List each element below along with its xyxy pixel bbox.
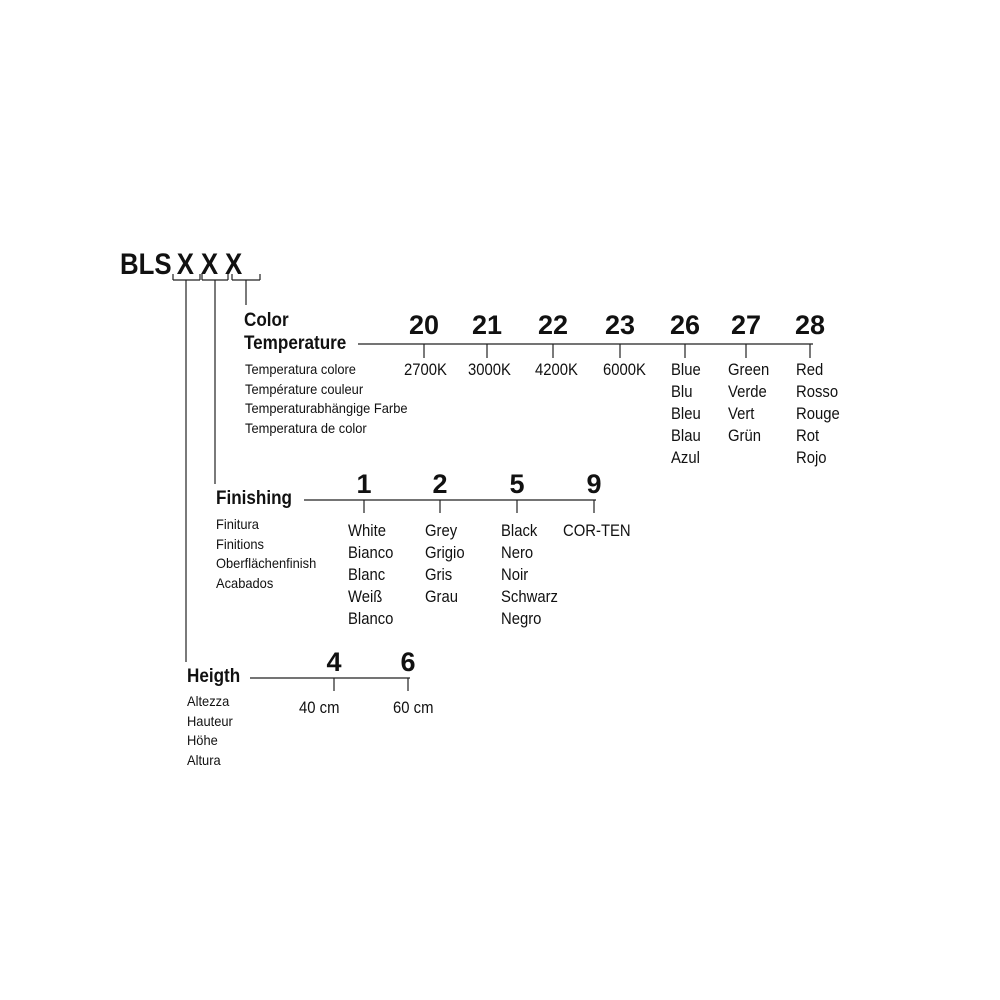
- option-labels: [299, 697, 339, 719]
- option-labels: [404, 359, 447, 381]
- option-label: Grau: [425, 588, 459, 606]
- option-labels: [468, 359, 511, 381]
- option-label: Schwarz: [501, 588, 558, 606]
- option-code: 1: [356, 469, 372, 499]
- option-label: Azul: [671, 449, 700, 467]
- code-slot-color-temperature: X: [224, 248, 243, 281]
- option-label: Bianco: [348, 544, 394, 562]
- translation-de: Höhe: [187, 732, 218, 748]
- option-label: Blanco: [348, 610, 394, 628]
- option-label: 40 cm: [299, 699, 340, 717]
- option-labels: [535, 359, 578, 381]
- translation-fr: Hauteur: [187, 712, 233, 729]
- option-code: 9: [586, 469, 602, 499]
- option-labels: [603, 359, 646, 381]
- option-label: White: [348, 522, 386, 540]
- finishing-heading: Finishing: [216, 488, 292, 509]
- translation-de: Temperaturabhängige Farbe: [245, 400, 408, 416]
- option-code: 27: [730, 310, 762, 340]
- option-label: 2700K: [404, 361, 447, 379]
- option-label: 4200K: [535, 361, 578, 379]
- option-labels: [393, 697, 433, 719]
- option-code: 28: [794, 310, 826, 340]
- translation-it: Finitura: [216, 516, 259, 532]
- translation-de: Oberflächenfinish: [216, 555, 317, 571]
- option-label: Blu: [671, 383, 693, 401]
- option-label: Blue: [671, 361, 701, 379]
- option-code: 4: [326, 647, 342, 677]
- option-code: 23: [604, 310, 636, 340]
- option-label: Red: [796, 361, 824, 379]
- option-label: Rosso: [796, 383, 839, 401]
- color-temperature-heading-line2: Temperature: [244, 333, 347, 354]
- option-code: 21: [471, 310, 503, 340]
- option-label: Rouge: [796, 405, 840, 423]
- option-label: Grigio: [425, 544, 465, 562]
- option-label: Negro: [501, 610, 542, 628]
- option-labels: [348, 520, 393, 630]
- translation-it: Temperatura colore: [245, 361, 356, 377]
- translation-it: Altezza: [187, 693, 230, 709]
- color-temperature-heading-line1: Color: [244, 310, 289, 331]
- option-code: 20: [408, 310, 440, 340]
- product-code: [120, 250, 242, 280]
- code-prefix: BLS: [120, 248, 172, 281]
- option-code: 26: [669, 310, 701, 340]
- option-label: Weiß: [348, 588, 383, 606]
- option-labels: [796, 359, 840, 469]
- color-temperature-translations: [245, 362, 408, 440]
- option-label: Rot: [796, 427, 820, 445]
- height-translations: [187, 694, 233, 772]
- option-code: 22: [537, 310, 569, 340]
- translation-fr: Température couleur: [245, 380, 364, 397]
- option-label: Grey: [425, 522, 458, 540]
- code-slot-finishing: X: [200, 248, 219, 281]
- option-label: Blau: [671, 427, 701, 445]
- option-label: Black: [501, 522, 538, 540]
- option-label: Nero: [501, 544, 534, 562]
- option-label: COR-TEN: [563, 522, 631, 540]
- option-label: Rojo: [796, 449, 827, 467]
- height-heading: Heigth: [187, 666, 241, 687]
- translation-es: Altura: [187, 751, 221, 768]
- option-labels: [501, 520, 558, 630]
- option-labels: [563, 520, 631, 542]
- option-label: 3000K: [468, 361, 511, 379]
- code-slot-height: X: [176, 248, 194, 281]
- translation-fr: Finitions: [216, 535, 264, 552]
- option-label: 60 cm: [393, 699, 434, 717]
- option-label: Noir: [501, 566, 529, 584]
- option-label: 6000K: [603, 361, 646, 379]
- option-label: Grün: [728, 427, 762, 445]
- option-label: Verde: [728, 383, 767, 401]
- finishing-translations: [216, 517, 316, 595]
- option-label: Vert: [728, 405, 755, 423]
- option-label: Green: [728, 361, 770, 379]
- translation-es: Acabados: [216, 574, 274, 591]
- option-labels: [425, 520, 465, 608]
- option-code: 5: [509, 469, 525, 499]
- option-code: 6: [400, 647, 416, 677]
- option-labels: [728, 359, 769, 447]
- option-code: 2: [432, 469, 448, 499]
- option-labels: [671, 359, 701, 469]
- option-label: Gris: [425, 566, 453, 584]
- option-label: Bleu: [671, 405, 701, 423]
- option-label: Blanc: [348, 566, 386, 584]
- translation-es: Temperatura de color: [245, 419, 367, 436]
